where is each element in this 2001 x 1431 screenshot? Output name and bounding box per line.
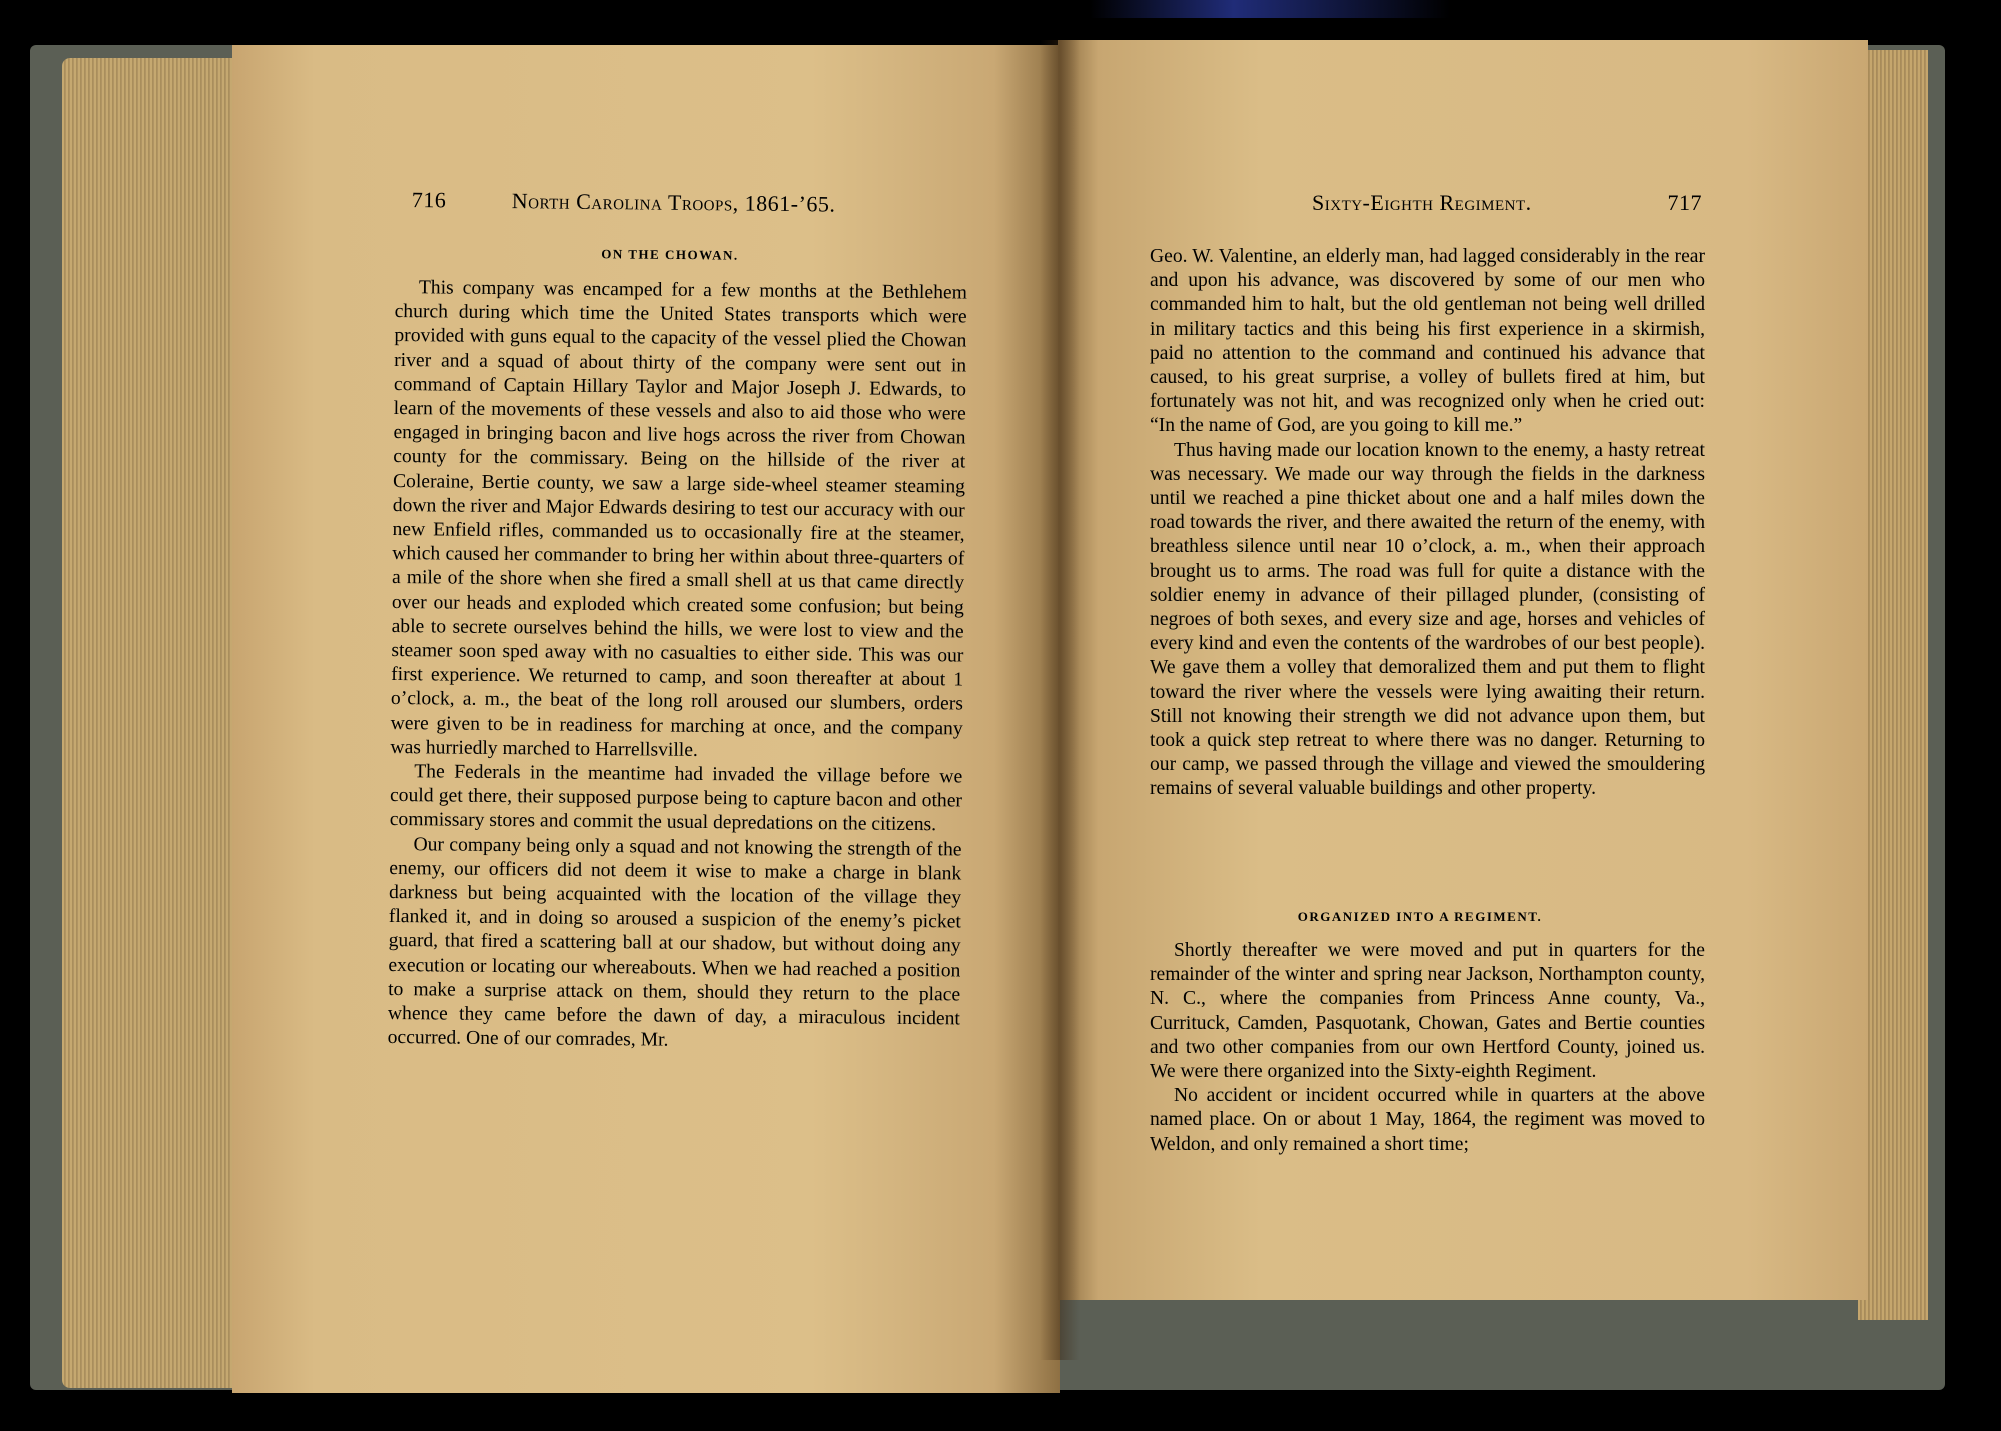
left-text-column bbox=[388, 276, 967, 1056]
right-paragraph-2: Thus having made our location known to the enemy, a hasty retreat was necessary. We made our way through the fields in the darkness until we reached a pine thicket about one and a half miles down the road towards the river, and there awaited the return of the enemy, with breathless silence until near 10 o’clock, a. m., when their approach brought us to arms. The road was full for quite a distance with the soldier enemy in advance of their pillaged plunder, (consisting of negroes of both sexes, and every size and age, horses and vehicles of every kind and even the contents of the wardrobes of our best people). We gave them a volley that demoralized them and put them to flight toward the river where the vessels were lying awaiting their return. Still not knowing their strength we did not advance upon them, but took a quick step retreat to where there was no danger. Returning to our camp, we passed through the village and viewed the smouldering remains of several valuable buildings and other property. bbox=[1150, 439, 1705, 800]
left-paragraph-2: The Federals in the meantime had invaded the village before we could get there, their supposed purpose being to capture bacon and other commissary stores and commit the usual depredations on the citizens. bbox=[389, 761, 963, 836]
right-paragraph-4: No accident or incident occurred while in quarters at the above named place. On or about 1 May, 1864, the regiment was moved to Weldon, and only remained a short time; bbox=[1150, 1085, 1705, 1155]
left-running-title: North Carolina Troops, 1861-’65. bbox=[511, 188, 836, 217]
background-glare bbox=[1090, 0, 1450, 18]
left-section-heading: ON THE CHOWAN. bbox=[601, 246, 739, 263]
left-page-number: 716 bbox=[411, 187, 447, 213]
left-paragraph-1: This company was encamped for a few months at the Bethlehem church during which time the United States transports which were provided with guns equal to the capacity of the vessel plied the Chowan river and a squad of about thirty of the company were sent out in command of Captain Hillary Taylor and Major Joseph J. Edwards, to learn of the movements of these vessels and also to aid those who were engaged in bringing bacon and live hogs across the river from Chowan county for the commissary. Being on the hillside of the river at Coleraine, Bertie county, we saw a large side-wheel steamer steaming down the river and Major Edwards desiring to test our accuracy with our new Enfield rifles, commanded us to occasionally fire at the steamer, which caused her commander to bring her within about three-quarters of a mile of the shore when she fired a small shell at us that came directly over our heads and exploded which created some confusion; but being able to secrete ourselves behind the hills, we were lost to view and the steamer soon sped away with no casualties to either side. This was our first experience. We returned to camp, and soon thereafter at about 1 o’clock, a. m., the beat of the long roll aroused our slumbers, orders were given to be in readiness for marching at once, and the company was hurriedly marched to Harrellsville. bbox=[390, 277, 967, 761]
left-paragraph-3: Our company being only a squad and not knowing the strength of the enemy, our officers did not deem it wise to make a charge in blank darkness but being acquainted with the location of the village they flanked it, and in doing so aroused a suspicion of the enemy’s picket guard, that fired a scattering ball at our shadow, but without doing any execution or locating our whereabouts. When we had reached a position to make a surprise attack on them, should they return to the place whence they came before the dawn of day, a miraculous incident occurred. One of our comrades, Mr. bbox=[387, 833, 962, 1051]
right-paragraph-3: Shortly thereafter we were moved and put in quarters for the remainder of the winter and spring near Jackson, Northampton county, N. C., where the companies from Princess Anne county, Va., Currituck, Camden, Pasquotank, Chowan, Gates and Bertie counties and two other companies from our own Hertford County, joined us. We were there organized into the Sixty-eighth Regiment. bbox=[1150, 940, 1705, 1083]
right-page-number: 717 bbox=[1667, 190, 1702, 215]
right-section-heading: ORGANIZED INTO A REGIMENT. bbox=[1297, 909, 1543, 924]
right-running-title: Sixty-Eighth Regiment. bbox=[1312, 190, 1532, 215]
right-text-column-2 bbox=[1150, 939, 1705, 1157]
left-page-edges bbox=[62, 58, 252, 1388]
right-paragraph-1: Geo. W. Valentine, an elderly man, had lagged considerably in the rear and upon his advance, was discovered by some of our men who commanded him to halt, but the old gentleman not being well drilled in military tactics and this being his first experience in a skirmish, paid no attention to the command and continued his advance that caused, to his great surprise, a volley of bullets fired at him, but fortunately was not hit, and was recognized only when he cried out: “In the name of God, are you going to kill me.” bbox=[1150, 246, 1705, 437]
book-gutter bbox=[1040, 40, 1080, 1360]
right-text-column bbox=[1150, 245, 1705, 802]
right-page-edges bbox=[1858, 50, 1928, 1320]
